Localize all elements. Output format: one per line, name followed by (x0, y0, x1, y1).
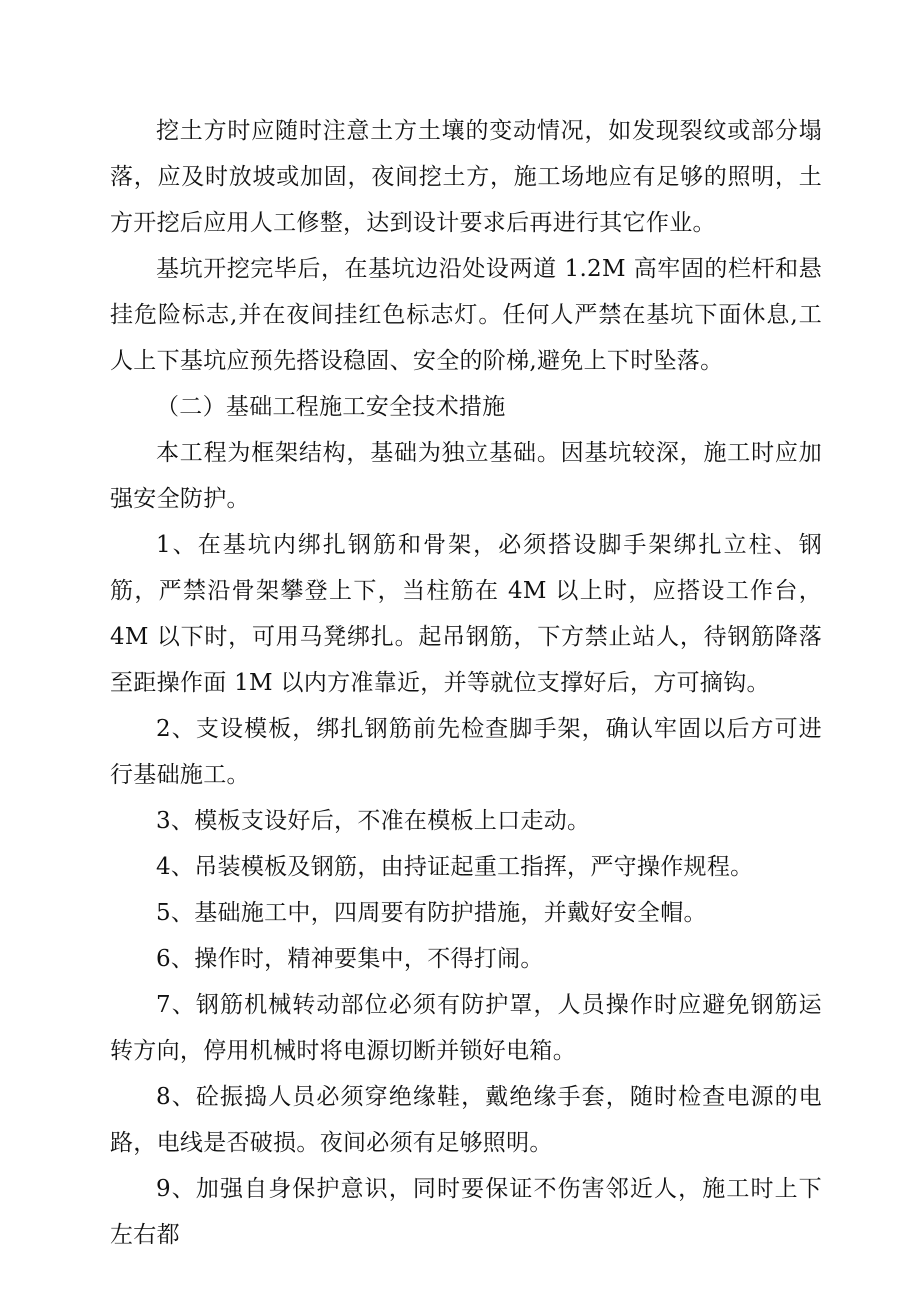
list-item-7: 7、钢筋机械转动部位必须有防护罩，人员操作时应避免钢筋运转方向，停用机械时将电源切断并锁好电箱。 (110, 992, 822, 1064)
list-item-3: 3、模板支设好后，不准在模板上口走动。 (156, 808, 591, 834)
list-item-9: 9、加强自身保护意识，同时要保证不伤害邻近人，施工时上下左右都 (110, 1176, 822, 1248)
list-item-2: 2、支设模板，绑扎钢筋前先检查脚手架，确认牢固以后方可进行基础施工。 (110, 716, 822, 788)
paragraph-structure: 本工程为框架结构，基础为独立基础。因基坑较深，施工时应加强安全防护。 (110, 440, 822, 512)
list-item-6: 6、操作时，精神要集中，不得打闹。 (156, 946, 544, 972)
paragraph-excavation: 挖土方时应随时注意土方土壤的变动情况，如发现裂纹或部分塌落，应及时放坡或加固，夜间挖土方，施工场地应有足够的照明，土方开挖后应用人工修整，达到设计要求后再进行其它作业。 (110, 118, 822, 236)
list-item-4: 4、吊装模板及钢筋，由持证起重工指挥，严守操作规程。 (156, 854, 754, 880)
document-body (110, 108, 822, 1258)
section-heading: （二）基础工程施工安全技术措施 (156, 394, 506, 420)
list-item-8: 8、砼振捣人员必须穿绝缘鞋，戴绝缘手套，随时检查电源的电路，电线是否破损。夜间必须有足够照明。 (110, 1084, 822, 1156)
list-item-1: 1、在基坑内绑扎钢筋和骨架，必须搭设脚手架绑扎立柱、钢筋，严禁沿骨架攀登上下，当柱筋在 4M 以上时，应搭设工作台，4M 以下时，可用马凳绑扎。起吊钢筋，下方禁止站人，待钢筋降落至距操作面 1M 以内方准靠近，并等就位支撑好后，方可摘钩。 (110, 532, 822, 696)
paragraph-pit-guardrail: 基坑开挖完毕后，在基坑边沿处设两道 1.2M 高牢固的栏杆和悬挂危险标志,并在夜间挂红色标志灯。任何人严禁在基坑下面休息,工人上下基坑应预先搭设稳固、安全的阶梯,避免上下时坠落。 (110, 256, 822, 374)
list-item-5: 5、基础施工中，四周要有防护措施，并戴好安全帽。 (156, 900, 707, 926)
